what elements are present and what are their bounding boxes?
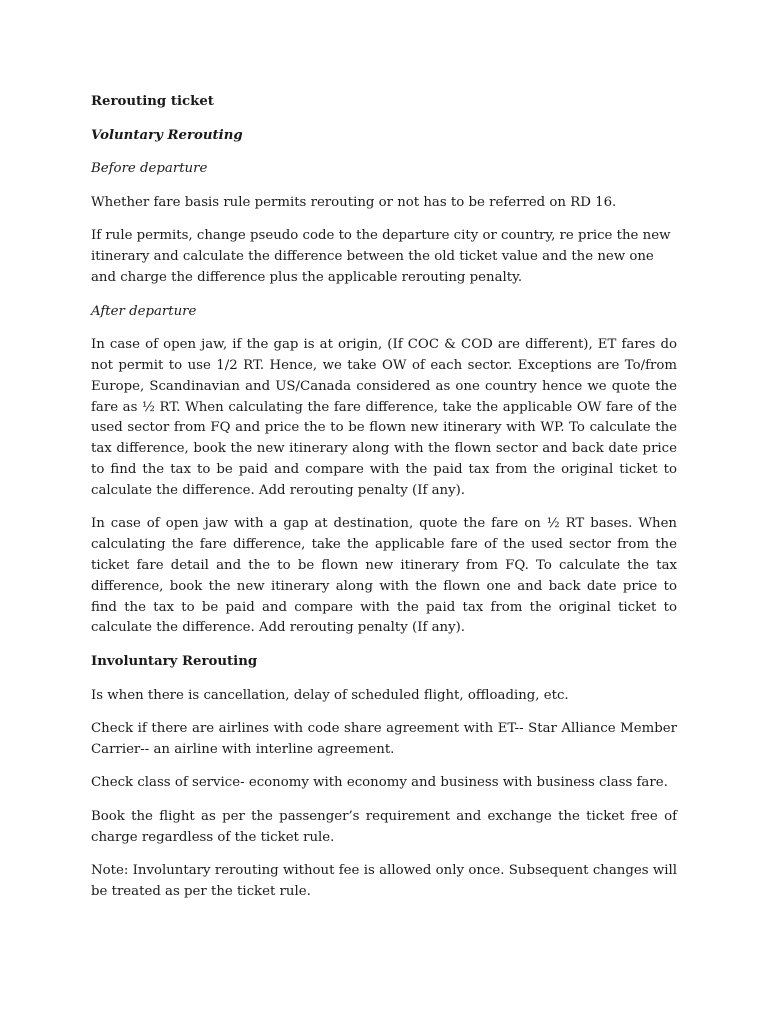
paragraph: If rule permits, change pseudo code to the departure city or country, re price the new itinerary and calculate the difference between the old ticket value and the new one and charge the difference plus the applicable rerouting penalty. bbox=[91, 228, 671, 285]
paragraph: Note: Involuntary rerouting without fee is allowed only once. Subsequent changes will be treated as per the ticket rule. bbox=[91, 863, 677, 900]
subheading-before-departure: Before departure bbox=[91, 161, 208, 177]
section-heading-voluntary-rerouting: Voluntary Rerouting bbox=[91, 127, 243, 143]
paragraph: Check class of service- economy with economy and business with business class fare. bbox=[91, 775, 668, 791]
paragraph: Book the flight as per the passenger’s requirement and exchange the ticket free of charge regardless of the ticket rule. bbox=[91, 809, 677, 845]
paragraph: Whether fare basis rule permits rerouting or not has to be referred on RD 16. bbox=[91, 194, 617, 210]
paragraph: In case of open jaw, if the gap is at origin, (If COC & COD are different), ET fares do not permit to use 1/2 RT. Hence, we take OW of each sector. Exceptions are To/from Europe, Scandinavian and US/Canada considered as one country hence we quote the fare as ½ RT. When calculating the fare difference, take the applicable OW fare of the used sector from FQ and price the to be flown new itinerary with WP. To calculate the tax difference, book the new itinerary along with the flown sector and back date price to find the tax to be paid and compare with the paid tax from the original ticket to calculate the difference. Add rerouting penalty (If any). bbox=[91, 337, 677, 498]
paragraph: Check if there are airlines with code share agreement with ET-- Star Alliance Member Carrier-- an airline with interline agreement. bbox=[91, 721, 677, 757]
paragraph: Is when there is cancellation, delay of scheduled flight, offloading, etc. bbox=[91, 687, 569, 703]
document-page bbox=[91, 92, 677, 916]
document-title: Rerouting ticket bbox=[91, 94, 214, 109]
section-heading-involuntary-rerouting: Involuntary Rerouting bbox=[91, 653, 258, 669]
paragraph: In case of open jaw with a gap at destination, quote the fare on ½ RT bases. When calculating the fare difference, take the applicable fare of the used sector from the ticket fare detail and the to be flown new itinerary from FQ. To calculate the tax difference, book the new itinerary along with the flown one and back date price to find the tax to be paid and compare with the paid tax from the original ticket to calculate the difference. Add rerouting penalty (If any). bbox=[91, 516, 677, 636]
subheading-after-departure: After departure bbox=[91, 303, 197, 319]
